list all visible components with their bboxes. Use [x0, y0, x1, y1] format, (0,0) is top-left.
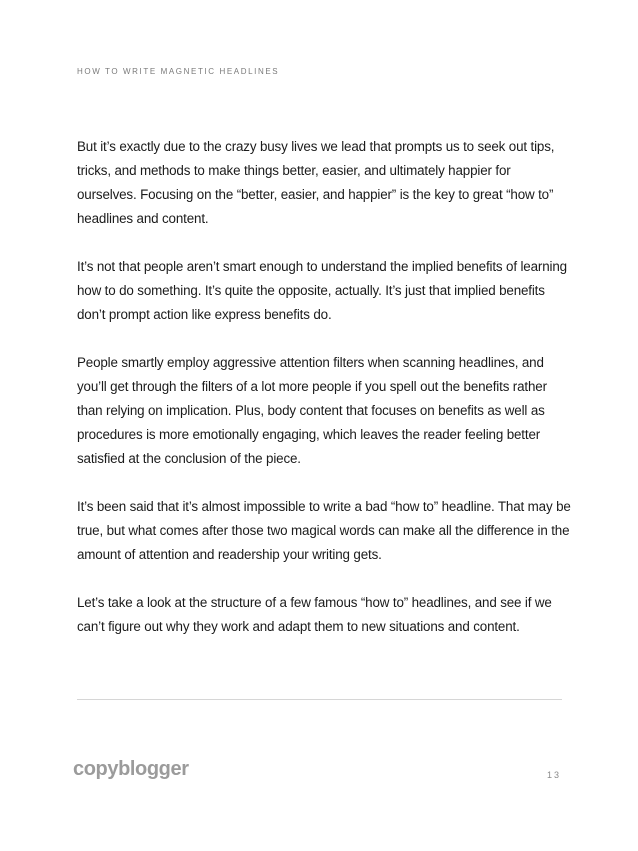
paragraph-3: People smartly employ aggressive attention filters when scanning headlines, and you’ll get through the filters of a lot more people if you spell out the benefits rather than relying on implication. Plus, body content that focuses on benefits as well as procedures is more emotionally engaging, which leaves the reader feeling better satisfied at the conclusion of the piece.	[77, 355, 547, 466]
paragraph-4: It’s been said that it’s almost impossible to write a bad “how to” headline. That may be true, but what comes after those two magical words can make all the difference in the amount of attention and readership your writing gets.	[77, 499, 571, 562]
page-number: 13	[546, 770, 561, 780]
paragraph-2: It’s not that people aren’t smart enough to understand the implied benefits of learning how to do something. It’s quite the opposite, actually. It’s just that implied benefits don’t prompt action like express benefits do.	[77, 259, 567, 322]
running-header: HOW TO WRITE MAGNETIC HEADLINES	[77, 67, 280, 76]
copyblogger-logo: copyblogger	[73, 758, 189, 780]
footer-divider	[77, 699, 562, 700]
paragraph-1: But it’s exactly due to the crazy busy lives we lead that prompts us to seek out tips, tricks, and methods to make things better, easier, and ultimately happier for ourselves. Focusing on the “better, easier, and happier” is the key to great “how to” headlines and content.	[77, 139, 555, 226]
body-content	[77, 135, 572, 663]
paragraph-5: Let’s take a look at the structure of a few famous “how to” headlines, and see if we can’t figure out why they work and adapt them to new situations and content.	[77, 595, 552, 634]
